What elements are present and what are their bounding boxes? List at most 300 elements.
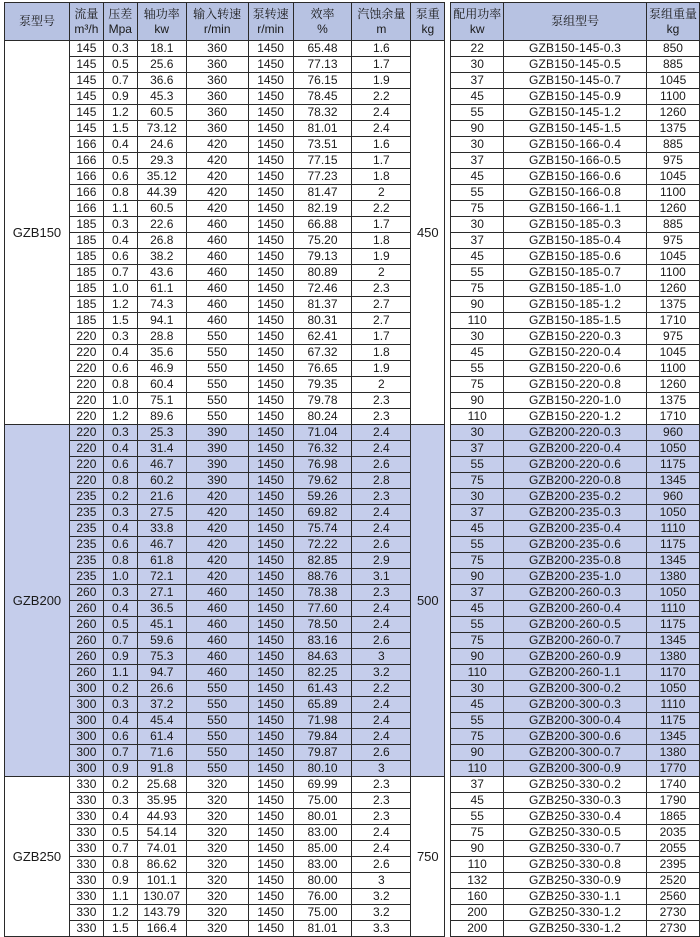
pump-speed-cell: 1450 [248,473,293,489]
unit-weight-cell: 885 [646,137,699,153]
unit-model-cell: GZB200-235-0.4 [504,521,647,537]
pump-speed-cell: 1450 [248,905,293,921]
efficiency-cell: 61.43 [293,681,352,697]
table-row [5,137,700,153]
shaft-power-cell: 54.14 [137,825,186,841]
efficiency-cell: 77.23 [293,169,352,185]
pressure-cell: 0.5 [103,825,137,841]
input-speed-cell: 320 [186,777,248,793]
input-speed-cell: 320 [186,921,248,937]
flow-cell: 330 [69,793,103,809]
unit-model-cell: GZB200-300-0.9 [504,761,647,777]
unit-model-cell: GZB150-166-0.8 [504,185,647,201]
unit-model-cell: GZB150-166-0.6 [504,169,647,185]
unit-model-cell: GZB250-330-1.2 [504,921,647,937]
table-row [5,361,700,377]
unit-weight-cell: 1345 [646,473,699,489]
input-speed-cell: 360 [186,121,248,137]
rated-power-cell: 75 [451,473,504,489]
unit-model-cell: GZB200-235-0.3 [504,505,647,521]
efficiency-cell: 84.63 [293,649,352,665]
pump-type-cell: GZB250 [5,777,70,937]
npsh-cell: 2.3 [352,393,411,409]
flow-cell: 235 [69,489,103,505]
unit-weight-cell: 960 [646,425,699,441]
shaft-power-cell: 45.1 [137,617,186,633]
pump-speed-cell: 1450 [248,425,293,441]
input-speed-cell: 420 [186,153,248,169]
unit-weight-cell: 1045 [646,169,699,185]
rated-power-cell: 55 [451,185,504,201]
unit-weight-cell: 1045 [646,249,699,265]
pump-weight-cell: 450 [411,41,445,425]
pump-speed-cell: 1450 [248,249,293,265]
npsh-cell: 3 [352,873,411,889]
npsh-cell: 3.1 [352,569,411,585]
header-pump-type: 泵型号 [5,3,70,41]
unit-model-cell: GZB250-330-0.8 [504,857,647,873]
unit-weight-cell: 1375 [646,393,699,409]
unit-weight-cell: 1110 [646,697,699,713]
pump-speed-cell: 1450 [248,57,293,73]
pump-speed-cell: 1450 [248,121,293,137]
npsh-cell: 2.6 [352,633,411,649]
unit-weight-cell: 1050 [646,681,699,697]
shaft-power-cell: 37.2 [137,697,186,713]
unit-model-cell: GZB150-185-0.3 [504,217,647,233]
pressure-cell: 0.8 [103,185,137,201]
npsh-cell: 2.6 [352,457,411,473]
flow-cell: 220 [69,377,103,393]
flow-cell: 330 [69,905,103,921]
efficiency-cell: 80.31 [293,313,352,329]
unit-weight-cell: 2560 [646,889,699,905]
shaft-power-cell: 18.1 [137,41,186,57]
flow-cell: 145 [69,41,103,57]
header-shaft-power: 轴功率 kw [137,3,186,41]
npsh-cell: 2.4 [352,729,411,745]
npsh-cell: 1.9 [352,361,411,377]
table-row [5,457,700,473]
unit-weight-cell: 1770 [646,761,699,777]
npsh-cell: 2.3 [352,809,411,825]
unit-weight-cell: 1175 [646,457,699,473]
input-speed-cell: 460 [186,585,248,601]
pressure-cell: 1.2 [103,409,137,425]
shaft-power-cell: 86.62 [137,857,186,873]
pressure-cell: 0.6 [103,361,137,377]
efficiency-cell: 81.01 [293,921,352,937]
input-speed-cell: 460 [186,601,248,617]
npsh-cell: 2.3 [352,777,411,793]
efficiency-cell: 80.00 [293,873,352,889]
rated-power-cell: 30 [451,217,504,233]
rated-power-cell: 30 [451,137,504,153]
npsh-cell: 3.2 [352,665,411,681]
npsh-cell: 2.2 [352,201,411,217]
rated-power-cell: 30 [451,425,504,441]
unit-model-cell: GZB150-145-1.5 [504,121,647,137]
table-row [5,393,700,409]
pump-speed-cell: 1450 [248,649,293,665]
npsh-cell: 2.4 [352,441,411,457]
flow-cell: 220 [69,329,103,345]
efficiency-cell: 69.82 [293,505,352,521]
table-row [5,441,700,457]
unit-weight-cell: 1175 [646,617,699,633]
efficiency-cell: 80.24 [293,409,352,425]
flow-cell: 220 [69,425,103,441]
efficiency-cell: 79.87 [293,745,352,761]
input-speed-cell: 360 [186,105,248,121]
pump-speed-cell: 1450 [248,713,293,729]
rated-power-cell: 45 [451,169,504,185]
pump-speed-cell: 1450 [248,297,293,313]
npsh-cell: 1.7 [352,217,411,233]
pressure-cell: 1.0 [103,569,137,585]
unit-weight-cell: 885 [646,217,699,233]
pump-speed-cell: 1450 [248,153,293,169]
table-row [5,409,700,425]
pump-speed-cell: 1450 [248,617,293,633]
shaft-power-cell: 46.9 [137,361,186,377]
pump-speed-cell: 1450 [248,201,293,217]
input-speed-cell: 420 [186,569,248,585]
input-speed-cell: 460 [186,633,248,649]
unit-weight-cell: 1345 [646,553,699,569]
unit-weight-cell: 1710 [646,313,699,329]
input-speed-cell: 390 [186,457,248,473]
npsh-cell: 2.8 [352,473,411,489]
efficiency-cell: 81.01 [293,121,352,137]
unit-weight-cell: 1260 [646,105,699,121]
input-speed-cell: 420 [186,169,248,185]
input-speed-cell: 460 [186,313,248,329]
rated-power-cell: 55 [451,105,504,121]
pump-type-cell: GZB200 [5,425,70,777]
rated-power-cell: 30 [451,329,504,345]
pressure-cell: 0.6 [103,537,137,553]
rated-power-cell: 110 [451,665,504,681]
input-speed-cell: 360 [186,57,248,73]
input-speed-cell: 360 [186,89,248,105]
efficiency-cell: 79.78 [293,393,352,409]
shaft-power-cell: 27.1 [137,585,186,601]
table-row [5,153,700,169]
unit-model-cell: GZB200-260-0.4 [504,601,647,617]
header-pump-weight: 泵重 kg [411,3,445,41]
input-speed-cell: 420 [186,505,248,521]
input-speed-cell: 460 [186,649,248,665]
flow-cell: 260 [69,633,103,649]
flow-cell: 260 [69,601,103,617]
rated-power-cell: 110 [451,761,504,777]
table-body [5,41,700,937]
unit-weight-cell: 960 [646,489,699,505]
input-speed-cell: 420 [186,201,248,217]
shaft-power-cell: 94.7 [137,665,186,681]
unit-model-cell: GZB200-260-0.3 [504,585,647,601]
pressure-cell: 0.8 [103,857,137,873]
npsh-cell: 2.4 [352,697,411,713]
npsh-cell: 2.3 [352,793,411,809]
flow-cell: 260 [69,649,103,665]
rated-power-cell: 37 [451,505,504,521]
flow-cell: 300 [69,681,103,697]
table-row [5,345,700,361]
table-row [5,425,700,441]
pump-speed-cell: 1450 [248,569,293,585]
efficiency-cell: 88.76 [293,569,352,585]
flow-cell: 235 [69,521,103,537]
pump-speed-cell: 1450 [248,313,293,329]
shaft-power-cell: 60.5 [137,105,186,121]
table-row [5,841,700,857]
shaft-power-cell: 33.8 [137,521,186,537]
pressure-cell: 0.2 [103,489,137,505]
efficiency-cell: 76.65 [293,361,352,377]
input-speed-cell: 320 [186,873,248,889]
input-speed-cell: 550 [186,345,248,361]
pump-weight-cell: 750 [411,777,445,937]
input-speed-cell: 320 [186,905,248,921]
flow-cell: 330 [69,809,103,825]
unit-model-cell: GZB150-185-0.6 [504,249,647,265]
pump-speed-cell: 1450 [248,921,293,937]
unit-model-cell: GZB150-166-0.4 [504,137,647,153]
flow-cell: 330 [69,777,103,793]
header-unit-model: 泵组型号 [504,3,647,41]
npsh-cell: 2.4 [352,825,411,841]
rated-power-cell: 45 [451,249,504,265]
npsh-cell: 1.6 [352,137,411,153]
pump-speed-cell: 1450 [248,777,293,793]
shaft-power-cell: 45.4 [137,713,186,729]
input-speed-cell: 320 [186,857,248,873]
npsh-cell: 2.7 [352,297,411,313]
pressure-cell: 0.9 [103,89,137,105]
table-row [5,505,700,521]
unit-weight-cell: 1175 [646,713,699,729]
rated-power-cell: 132 [451,873,504,889]
rated-power-cell: 90 [451,121,504,137]
efficiency-cell: 78.38 [293,585,352,601]
unit-model-cell: GZB150-185-0.7 [504,265,647,281]
npsh-cell: 2 [352,185,411,201]
unit-weight-cell: 1175 [646,537,699,553]
pressure-cell: 0.2 [103,681,137,697]
unit-weight-cell: 1260 [646,201,699,217]
unit-model-cell: GZB150-220-1.2 [504,409,647,425]
pressure-cell: 0.4 [103,809,137,825]
rated-power-cell: 55 [451,265,504,281]
efficiency-cell: 76.00 [293,889,352,905]
input-speed-cell: 420 [186,137,248,153]
header-row [5,3,700,41]
header-unit-weight: 泵组重量 kg [646,3,699,41]
rated-power-cell: 200 [451,921,504,937]
input-speed-cell: 420 [186,553,248,569]
pressure-cell: 0.3 [103,505,137,521]
shaft-power-cell: 36.5 [137,601,186,617]
efficiency-cell: 78.50 [293,617,352,633]
input-speed-cell: 390 [186,473,248,489]
unit-model-cell: GZB150-220-0.3 [504,329,647,345]
input-speed-cell: 460 [186,617,248,633]
pump-speed-cell: 1450 [248,281,293,297]
table-row [5,761,700,777]
npsh-cell: 2 [352,265,411,281]
table-row [5,297,700,313]
input-speed-cell: 320 [186,889,248,905]
header-rated-power: 配用功率 kw [451,3,504,41]
input-speed-cell: 550 [186,761,248,777]
npsh-cell: 1.7 [352,329,411,345]
table-row [5,521,700,537]
table-row [5,857,700,873]
unit-weight-cell: 1100 [646,361,699,377]
flow-cell: 166 [69,185,103,201]
pressure-cell: 0.4 [103,137,137,153]
pump-speed-cell: 1450 [248,665,293,681]
flow-cell: 300 [69,761,103,777]
flow-cell: 166 [69,153,103,169]
rated-power-cell: 45 [451,89,504,105]
efficiency-cell: 78.32 [293,105,352,121]
rated-power-cell: 160 [451,889,504,905]
table-row [5,601,700,617]
flow-cell: 330 [69,889,103,905]
unit-weight-cell: 1790 [646,793,699,809]
pump-speed-cell: 1450 [248,553,293,569]
table-row [5,201,700,217]
input-speed-cell: 320 [186,841,248,857]
npsh-cell: 2.3 [352,409,411,425]
efficiency-cell: 81.47 [293,185,352,201]
input-speed-cell: 320 [186,793,248,809]
input-speed-cell: 420 [186,537,248,553]
unit-weight-cell: 1345 [646,729,699,745]
flow-cell: 185 [69,297,103,313]
pressure-cell: 1.0 [103,281,137,297]
unit-weight-cell: 2035 [646,825,699,841]
efficiency-cell: 76.98 [293,457,352,473]
unit-model-cell: GZB200-260-0.5 [504,617,647,633]
unit-model-cell: GZB200-260-0.7 [504,633,647,649]
flow-cell: 185 [69,217,103,233]
pressure-cell: 0.5 [103,617,137,633]
rated-power-cell: 55 [451,537,504,553]
pressure-cell: 0.8 [103,553,137,569]
table-row [5,169,700,185]
unit-model-cell: GZB150-185-0.4 [504,233,647,249]
npsh-cell: 2.4 [352,521,411,537]
unit-model-cell: GZB150-220-0.6 [504,361,647,377]
pressure-cell: 0.4 [103,521,137,537]
flow-cell: 166 [69,201,103,217]
table-row [5,105,700,121]
input-speed-cell: 460 [186,297,248,313]
rated-power-cell: 75 [451,729,504,745]
unit-model-cell: GZB200-220-0.4 [504,441,647,457]
efficiency-cell: 66.88 [293,217,352,233]
shaft-power-cell: 61.4 [137,729,186,745]
pressure-cell: 0.6 [103,249,137,265]
pump-speed-cell: 1450 [248,441,293,457]
rated-power-cell: 55 [451,617,504,633]
input-speed-cell: 550 [186,409,248,425]
pump-speed-cell: 1450 [248,105,293,121]
unit-weight-cell: 2520 [646,873,699,889]
efficiency-cell: 73.51 [293,137,352,153]
flow-cell: 220 [69,441,103,457]
pump-speed-cell: 1450 [248,137,293,153]
table-row [5,329,700,345]
unit-model-cell: GZB150-166-1.1 [504,201,647,217]
unit-weight-cell: 1170 [646,665,699,681]
shaft-power-cell: 101.1 [137,873,186,889]
header-efficiency: 效率 % [293,3,352,41]
unit-model-cell: GZB200-260-0.9 [504,649,647,665]
efficiency-cell: 77.13 [293,57,352,73]
pump-speed-cell: 1450 [248,361,293,377]
pump-speed-cell: 1450 [248,41,293,57]
input-speed-cell: 550 [186,713,248,729]
flow-cell: 145 [69,105,103,121]
flow-cell: 166 [69,169,103,185]
unit-model-cell: GZB250-330-0.3 [504,793,647,809]
rated-power-cell: 30 [451,57,504,73]
table-row [5,729,700,745]
efficiency-cell: 80.01 [293,809,352,825]
shaft-power-cell: 130.07 [137,889,186,905]
shaft-power-cell: 44.93 [137,809,186,825]
pressure-cell: 0.3 [103,697,137,713]
flow-cell: 300 [69,713,103,729]
unit-weight-cell: 2055 [646,841,699,857]
input-speed-cell: 360 [186,73,248,89]
unit-weight-cell: 1045 [646,73,699,89]
rated-power-cell: 30 [451,681,504,697]
pressure-cell: 0.5 [103,57,137,73]
pressure-cell: 1.0 [103,393,137,409]
pressure-cell: 0.8 [103,377,137,393]
npsh-cell: 2.6 [352,745,411,761]
efficiency-cell: 67.32 [293,345,352,361]
unit-weight-cell: 1050 [646,585,699,601]
rated-power-cell: 45 [451,697,504,713]
unit-weight-cell: 1375 [646,297,699,313]
flow-cell: 235 [69,537,103,553]
rated-power-cell: 200 [451,905,504,921]
table-row [5,537,700,553]
unit-model-cell: GZB200-235-1.0 [504,569,647,585]
pressure-cell: 0.7 [103,265,137,281]
pressure-cell: 0.7 [103,633,137,649]
pump-speed-cell: 1450 [248,537,293,553]
efficiency-cell: 83.16 [293,633,352,649]
efficiency-cell: 75.00 [293,793,352,809]
unit-weight-cell: 1100 [646,89,699,105]
rated-power-cell: 75 [451,825,504,841]
table-row [5,57,700,73]
shaft-power-cell: 35.6 [137,345,186,361]
efficiency-cell: 81.37 [293,297,352,313]
pump-type-cell: GZB150 [5,41,70,425]
pump-speed-cell: 1450 [248,521,293,537]
npsh-cell: 2.6 [352,857,411,873]
pump-speed-cell: 1450 [248,489,293,505]
